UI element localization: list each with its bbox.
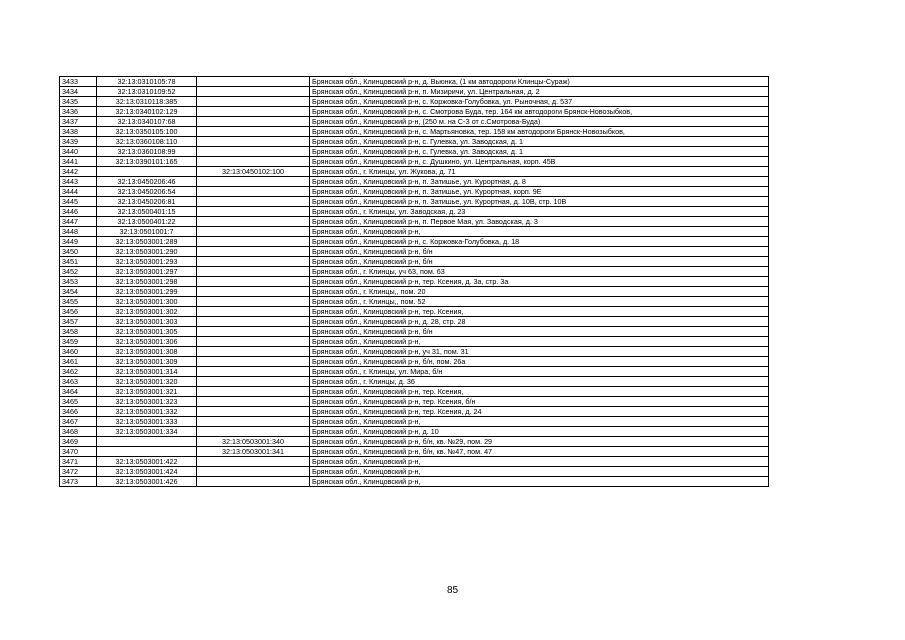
row-number-cell: 3444 <box>60 187 97 197</box>
row-number-cell: 3457 <box>60 317 97 327</box>
cadastral-number-cell: 32:13:0503001:297 <box>97 267 197 277</box>
table-row <box>60 357 769 367</box>
table-row <box>60 137 769 147</box>
cadastral-number-cell: 32:13:0503001:308 <box>97 347 197 357</box>
table-row <box>60 477 769 487</box>
cadastral-number-cell: 32:13:0503001:422 <box>97 457 197 467</box>
address-cell: Брянская обл., г. Клинцы, уч 63, пом. 63 <box>310 267 769 277</box>
row-number-cell: 3461 <box>60 357 97 367</box>
cadastral-number-alt-cell <box>197 107 310 117</box>
address-cell: Брянская обл., Клинцовский р-н, тер. Ксения, <box>310 307 769 317</box>
row-number-cell: 3440 <box>60 147 97 157</box>
row-number-cell: 3453 <box>60 277 97 287</box>
cadastral-number-cell: 32:13:0503001:426 <box>97 477 197 487</box>
registry-table <box>59 76 769 487</box>
address-cell: Брянская обл., Клинцовский р-н, тер. Ксения, д. 3а, стр. 3а <box>310 277 769 287</box>
cadastral-number-alt-cell <box>197 267 310 277</box>
table-row <box>60 277 769 287</box>
row-number-cell: 3445 <box>60 197 97 207</box>
cadastral-number-cell: 32:13:0503001:293 <box>97 257 197 267</box>
cadastral-number-alt-cell <box>197 427 310 437</box>
address-cell: Брянская обл., Клинцовский р-н, <box>310 227 769 237</box>
address-cell: Брянская обл., Клинцовский р-н, п. Затишье, ул. Курортная, корп. 9Е <box>310 187 769 197</box>
cadastral-number-alt-cell <box>197 207 310 217</box>
cadastral-number-alt-cell <box>197 147 310 157</box>
table-row <box>60 77 769 87</box>
cadastral-number-alt-cell: 32:13:0503001:341 <box>197 447 310 457</box>
row-number-cell: 3446 <box>60 207 97 217</box>
cadastral-number-cell: 32:13:0310105:78 <box>97 77 197 87</box>
cadastral-number-cell: 32:13:0503001:298 <box>97 277 197 287</box>
cadastral-number-alt-cell <box>197 397 310 407</box>
row-number-cell: 3434 <box>60 87 97 97</box>
table-row <box>60 347 769 357</box>
row-number-cell: 3455 <box>60 297 97 307</box>
row-number-cell: 3441 <box>60 157 97 167</box>
address-cell: Брянская обл., г. Клинцы,, пом. 20 <box>310 287 769 297</box>
table-row <box>60 197 769 207</box>
table-row <box>60 87 769 97</box>
row-number-cell: 3437 <box>60 117 97 127</box>
cadastral-number-cell: 32:13:0500401:22 <box>97 217 197 227</box>
table-row <box>60 247 769 257</box>
cadastral-number-alt-cell <box>197 157 310 167</box>
row-number-cell: 3443 <box>60 177 97 187</box>
address-cell: Брянская обл., Клинцовский р-н, <box>310 337 769 347</box>
cadastral-number-alt-cell <box>197 197 310 207</box>
address-cell: Брянская обл., Клинцовский р-н, д. 10 <box>310 427 769 437</box>
cadastral-number-cell: 32:13:0503001:333 <box>97 417 197 427</box>
table-row <box>60 327 769 337</box>
address-cell: Брянская обл., Клинцовский р-н, п. Первое Мая, ул. Заводская, д. 3 <box>310 217 769 227</box>
cadastral-number-alt-cell <box>197 417 310 427</box>
cadastral-number-alt-cell <box>197 187 310 197</box>
cadastral-number-alt-cell <box>197 347 310 357</box>
cadastral-number-alt-cell <box>197 227 310 237</box>
cadastral-number-cell: 32:13:0500401:15 <box>97 207 197 217</box>
table-row <box>60 237 769 247</box>
address-cell: Брянская обл., г. Клинцы, ул. Заводская, д. 23 <box>310 207 769 217</box>
table-row <box>60 307 769 317</box>
row-number-cell: 3451 <box>60 257 97 267</box>
row-number-cell: 3465 <box>60 397 97 407</box>
cadastral-number-alt-cell <box>197 217 310 227</box>
row-number-cell: 3469 <box>60 437 97 447</box>
table-row <box>60 377 769 387</box>
row-number-cell: 3452 <box>60 267 97 277</box>
cadastral-number-cell <box>97 167 197 177</box>
address-cell: Брянская обл., Клинцовский р-н, тер. Ксения, <box>310 387 769 397</box>
table-row <box>60 287 769 297</box>
row-number-cell: 3450 <box>60 247 97 257</box>
row-number-cell: 3438 <box>60 127 97 137</box>
table-row <box>60 447 769 457</box>
table-row <box>60 457 769 467</box>
address-cell: Брянская обл., Клинцовский р-н, с. Смотрова Буда, тер. 164 км автодороги Брянск-Новозыбков, <box>310 107 769 117</box>
address-cell: Брянская обл., Клинцовский р-н, <box>310 467 769 477</box>
cadastral-number-cell: 32:13:0503001:309 <box>97 357 197 367</box>
table-row <box>60 177 769 187</box>
table-row <box>60 97 769 107</box>
row-number-cell: 3473 <box>60 477 97 487</box>
row-number-cell: 3454 <box>60 287 97 297</box>
cadastral-number-alt-cell: 32:13:0450102:100 <box>197 167 310 177</box>
table-row <box>60 207 769 217</box>
cadastral-number-alt-cell <box>197 307 310 317</box>
table-row <box>60 317 769 327</box>
row-number-cell: 3463 <box>60 377 97 387</box>
cadastral-number-cell: 32:13:0310109:52 <box>97 87 197 97</box>
address-cell: Брянская обл., Клинцовский р-н, п. Мизиричи, ул. Центральная, д. 2 <box>310 87 769 97</box>
address-cell: Брянская обл., Клинцовский р-н, <box>310 457 769 467</box>
address-cell: Брянская обл., г. Клинцы, д. 36 <box>310 377 769 387</box>
table-row <box>60 417 769 427</box>
cadastral-number-cell: 32:13:0501001:7 <box>97 227 197 237</box>
cadastral-number-alt-cell <box>197 477 310 487</box>
cadastral-number-alt-cell <box>197 97 310 107</box>
cadastral-number-cell: 32:13:0503001:306 <box>97 337 197 347</box>
cadastral-number-cell: 32:13:0503001:302 <box>97 307 197 317</box>
cadastral-number-alt-cell <box>197 117 310 127</box>
cadastral-number-alt-cell <box>197 327 310 337</box>
cadastral-number-cell <box>97 447 197 457</box>
address-cell: Брянская обл., г. Клинцы, ул. Жукова, д. 71 <box>310 167 769 177</box>
row-number-cell: 3471 <box>60 457 97 467</box>
table-row <box>60 157 769 167</box>
cadastral-number-alt-cell <box>197 457 310 467</box>
row-number-cell: 3448 <box>60 227 97 237</box>
address-cell: Брянская обл., Клинцовский р-н, тер. Ксения, д. 24 <box>310 407 769 417</box>
cadastral-number-cell: 32:13:0450206:46 <box>97 177 197 187</box>
cadastral-number-cell: 32:13:0503001:332 <box>97 407 197 417</box>
table-row <box>60 387 769 397</box>
row-number-cell: 3436 <box>60 107 97 117</box>
cadastral-number-cell: 32:13:0360108:110 <box>97 137 197 147</box>
cadastral-number-cell: 32:13:0503001:290 <box>97 247 197 257</box>
cadastral-number-cell: 32:13:0503001:334 <box>97 427 197 437</box>
address-cell: Брянская обл., Клинцовский р-н, с. Гулевка, ул. Заводская, д. 1 <box>310 137 769 147</box>
address-cell: Брянская обл., Клинцовский р-н, б/н, пом. 26а <box>310 357 769 367</box>
row-number-cell: 3467 <box>60 417 97 427</box>
row-number-cell: 3449 <box>60 237 97 247</box>
cadastral-number-alt-cell: 32:13:0503001:340 <box>197 437 310 447</box>
row-number-cell: 3470 <box>60 447 97 457</box>
row-number-cell: 3462 <box>60 367 97 377</box>
cadastral-number-cell: 32:13:0503001:323 <box>97 397 197 407</box>
table-row <box>60 117 769 127</box>
row-number-cell: 3460 <box>60 347 97 357</box>
cadastral-number-cell: 32:13:0340107:68 <box>97 117 197 127</box>
cadastral-number-cell: 32:13:0503001:299 <box>97 287 197 297</box>
table-row <box>60 257 769 267</box>
cadastral-number-cell: 32:13:0390101:165 <box>97 157 197 167</box>
cadastral-number-alt-cell <box>197 177 310 187</box>
cadastral-number-cell: 32:13:0503001:289 <box>97 237 197 247</box>
cadastral-number-cell: 32:13:0450206:54 <box>97 187 197 197</box>
table-row <box>60 187 769 197</box>
table-row <box>60 147 769 157</box>
address-cell: Брянская обл., Клинцовский р-н, с. Коржовка-Голубовка, д. 18 <box>310 237 769 247</box>
table-row <box>60 127 769 137</box>
cadastral-number-alt-cell <box>197 137 310 147</box>
row-number-cell: 3458 <box>60 327 97 337</box>
address-cell: Брянская обл., Клинцовский р-н, (250 м. на С-З от с.Смотрова-Буда) <box>310 117 769 127</box>
table-row <box>60 337 769 347</box>
cadastral-number-cell: 32:13:0360108:99 <box>97 147 197 157</box>
cadastral-number-alt-cell <box>197 77 310 87</box>
address-cell: Брянская обл., Клинцовский р-н, с. Душкино, ул. Центральная, корп. 45В <box>310 157 769 167</box>
table-row <box>60 437 769 447</box>
row-number-cell: 3439 <box>60 137 97 147</box>
cadastral-number-alt-cell <box>197 337 310 347</box>
address-cell: Брянская обл., г. Клинцы, ул. Мира, б/н <box>310 367 769 377</box>
address-cell: Брянская обл., Клинцовский р-н, уч 31, пом. 31 <box>310 347 769 357</box>
table-row <box>60 427 769 437</box>
cadastral-number-alt-cell <box>197 287 310 297</box>
address-cell: Брянская обл., Клинцовский р-н, б/н, кв. №47, пом. 47 <box>310 447 769 457</box>
row-number-cell: 3466 <box>60 407 97 417</box>
address-cell: Брянская обл., Клинцовский р-н, д. 28, стр. 28 <box>310 317 769 327</box>
address-cell: Брянская обл., Клинцовский р-н, б/н, кв. №29, пом. 29 <box>310 437 769 447</box>
address-cell: Брянская обл., Клинцовский р-н, д. Вьюнка, (1 км автодороги Клинцы-Сураж) <box>310 77 769 87</box>
cadastral-number-cell: 32:13:0350105:100 <box>97 127 197 137</box>
cadastral-number-alt-cell <box>197 127 310 137</box>
cadastral-number-alt-cell <box>197 377 310 387</box>
cadastral-number-cell: 32:13:0503001:305 <box>97 327 197 337</box>
row-number-cell: 3435 <box>60 97 97 107</box>
cadastral-number-alt-cell <box>197 237 310 247</box>
row-number-cell: 3456 <box>60 307 97 317</box>
table-row <box>60 267 769 277</box>
address-cell: Брянская обл., Клинцовский р-н, б/н <box>310 257 769 267</box>
cadastral-number-cell: 32:13:0310118:385 <box>97 97 197 107</box>
address-cell: Брянская обл., Клинцовский р-н, п. Затишье, ул. Курортная, д. 8 <box>310 177 769 187</box>
row-number-cell: 3464 <box>60 387 97 397</box>
cadastral-number-cell: 32:13:0503001:300 <box>97 297 197 307</box>
address-cell: Брянская обл., Клинцовский р-н, с. Гулевка, ул. Заводская, д. 1 <box>310 147 769 157</box>
table-row <box>60 167 769 177</box>
table-row <box>60 227 769 237</box>
table-row <box>60 397 769 407</box>
cadastral-number-alt-cell <box>197 257 310 267</box>
page-number: 85 <box>446 585 459 596</box>
cadastral-number-cell: 32:13:0503001:303 <box>97 317 197 327</box>
address-cell: Брянская обл., Клинцовский р-н, б/н <box>310 327 769 337</box>
address-cell: Брянская обл., Клинцовский р-н, с. Коржовка-Голубовка, ул. Рыночная, д. 537 <box>310 97 769 107</box>
cadastral-number-cell: 32:13:0503001:320 <box>97 377 197 387</box>
address-cell: Брянская обл., Клинцовский р-н, <box>310 477 769 487</box>
cadastral-number-alt-cell <box>197 407 310 417</box>
table-row <box>60 367 769 377</box>
cadastral-number-alt-cell <box>197 467 310 477</box>
address-cell: Брянская обл., Клинцовский р-н, б/н <box>310 247 769 257</box>
cadastral-number-alt-cell <box>197 317 310 327</box>
cadastral-number-alt-cell <box>197 357 310 367</box>
cadastral-number-alt-cell <box>197 247 310 257</box>
row-number-cell: 3442 <box>60 167 97 177</box>
table-row <box>60 467 769 477</box>
row-number-cell: 3433 <box>60 77 97 87</box>
table-row <box>60 297 769 307</box>
address-cell: Брянская обл., Клинцовский р-н, тер. Ксения, б/н <box>310 397 769 407</box>
cadastral-number-cell: 32:13:0503001:424 <box>97 467 197 477</box>
cadastral-number-alt-cell <box>197 87 310 97</box>
address-cell: Брянская обл., Клинцовский р-н, <box>310 417 769 427</box>
cadastral-number-cell: 32:13:0340102:129 <box>97 107 197 117</box>
table-body <box>60 77 769 487</box>
cadastral-number-alt-cell <box>197 387 310 397</box>
table-row <box>60 217 769 227</box>
cadastral-number-alt-cell <box>197 277 310 287</box>
address-cell: Брянская обл., Клинцовский р-н, п. Затишье, ул. Курортная, д. 10В, стр. 10В <box>310 197 769 207</box>
table-row <box>60 407 769 417</box>
row-number-cell: 3459 <box>60 337 97 347</box>
row-number-cell: 3447 <box>60 217 97 227</box>
cadastral-number-cell: 32:13:0503001:314 <box>97 367 197 377</box>
cadastral-number-cell: 32:13:0450206:81 <box>97 197 197 207</box>
cadastral-number-alt-cell <box>197 367 310 377</box>
cadastral-number-cell: 32:13:0503001:321 <box>97 387 197 397</box>
row-number-cell: 3472 <box>60 467 97 477</box>
address-cell: Брянская обл., Клинцовский р-н, с. Мартьяновка, тер. 158 км автодороги Брянск-Новозыбков, <box>310 127 769 137</box>
cadastral-number-alt-cell <box>197 297 310 307</box>
address-cell: Брянская обл., г. Клинцы,, пом. 52 <box>310 297 769 307</box>
table-row <box>60 107 769 117</box>
row-number-cell: 3468 <box>60 427 97 437</box>
cadastral-number-cell <box>97 437 197 447</box>
